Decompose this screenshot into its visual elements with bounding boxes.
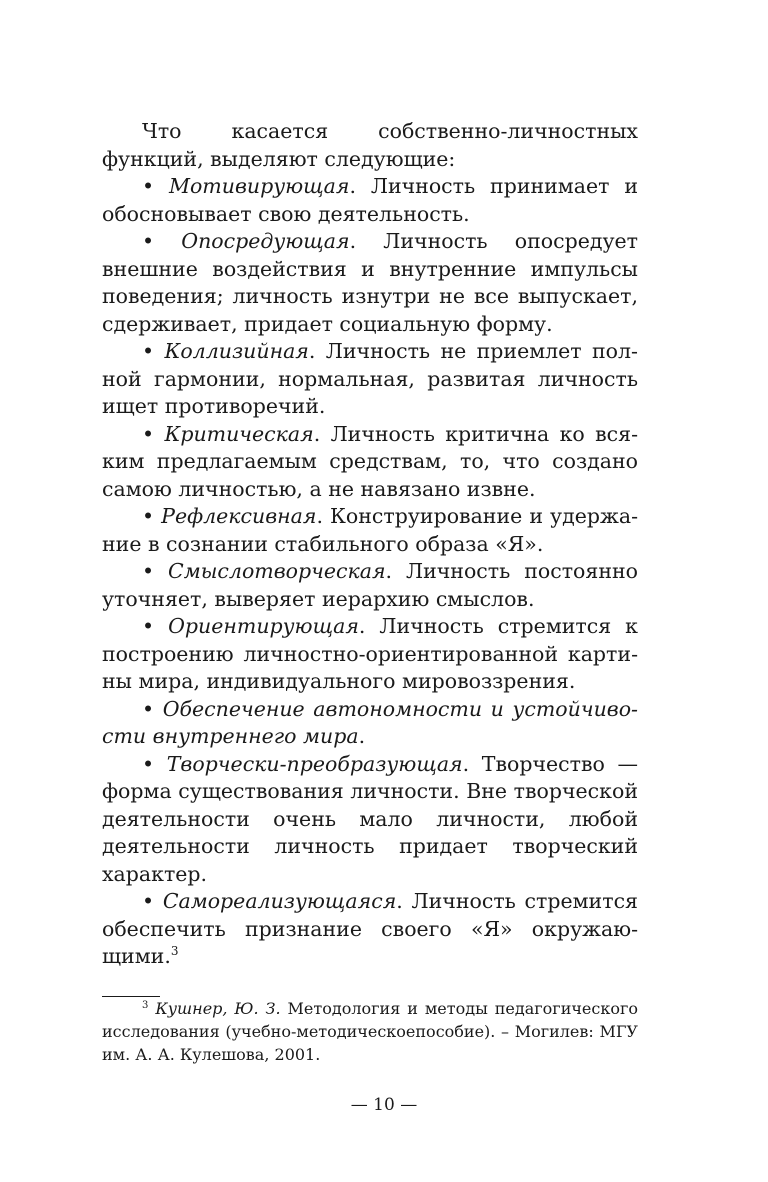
- function-term: Критическая: [164, 421, 314, 446]
- function-term: Ориентирующая: [168, 614, 359, 638]
- function-description: . Личность постоянно уточняет, выверяет иерархию смыслов.: [102, 559, 638, 611]
- function-description: . Личность не приемлет полной гармонии, нормальная, развитая личность ищет противоречий.: [102, 339, 638, 418]
- function-item: [102, 696, 638, 751]
- function-item: [102, 338, 638, 421]
- bullet-icon: •: [142, 421, 155, 446]
- function-term: Творчески-преобразующая: [166, 751, 463, 776]
- function-term: Смыслотворческая: [168, 559, 386, 583]
- function-term: Рефлексивная: [161, 504, 317, 528]
- function-item: [102, 503, 638, 558]
- page-body: [102, 118, 638, 971]
- bullet-icon: •: [142, 614, 155, 638]
- bullet-icon: •: [142, 559, 155, 583]
- function-item: [102, 888, 638, 971]
- function-item: [102, 228, 638, 338]
- function-description: . Личность опосредует внешние воздействия и внутренние импульсы поведения; личность изнутри не все выпускает, сдерживает, придает социальную форму.: [102, 229, 638, 336]
- function-term: Самореализующаяся: [162, 889, 397, 913]
- intro-paragraph: Что касается собственно-личностных функций, выделяют следующие:: [102, 119, 638, 171]
- footnote-text: Методология и методы педагогического исследования (учебно-методическоепособие). – Могилев: МГУ им. А. А. Кулешова, 2001.: [102, 999, 639, 1064]
- function-description: . Творчество — форма существования личности. Вне творческой деятельности очень мало личности, любой деятельности личность придает творческий характер.: [102, 751, 638, 886]
- function-description: . Личность стремится к построению личностно-ориентированной картины мира, индивидуального мировоззрения.: [102, 614, 638, 693]
- function-description: . Личность критична ко всяким предлагаемым средствам, то, что создано самою личностью, а не навязано извне.: [102, 421, 638, 501]
- function-term: Коллизийная: [164, 339, 309, 363]
- function-item: [102, 751, 638, 889]
- bullet-icon: •: [142, 504, 155, 528]
- function-term: Мотивирующая: [168, 174, 350, 198]
- function-description: . Личность принимает и обосновывает свою деятельность.: [102, 174, 638, 226]
- footnote-marker: 3: [142, 1000, 149, 1011]
- function-list: [102, 173, 638, 971]
- page-number: — 10 —: [350, 1095, 418, 1115]
- function-item: [102, 421, 638, 504]
- function-description: .: [358, 724, 366, 748]
- bullet-icon: •: [142, 751, 155, 776]
- footnote: [102, 997, 638, 1066]
- function-item: [102, 613, 638, 696]
- bullet-icon: •: [142, 696, 155, 721]
- bullet-icon: •: [142, 339, 155, 363]
- footnote-author: Кушнер, Ю. З.: [155, 999, 281, 1018]
- function-description: . Личность стремится обеспечить признание своего «Я» окружающими.: [102, 889, 638, 968]
- function-item: [102, 173, 638, 228]
- function-term: Опосредующая: [181, 229, 350, 253]
- bullet-icon: •: [142, 229, 155, 253]
- bullet-icon: •: [142, 174, 155, 198]
- function-description: . Конструирование и удержание в сознании стабильного образа «Я».: [102, 504, 638, 556]
- bullet-icon: •: [142, 889, 155, 913]
- function-item: [102, 558, 638, 613]
- footnote-reference: 3: [170, 944, 179, 958]
- function-term: Обеспечение автономности и устойчивости внутреннего мира: [102, 696, 638, 748]
